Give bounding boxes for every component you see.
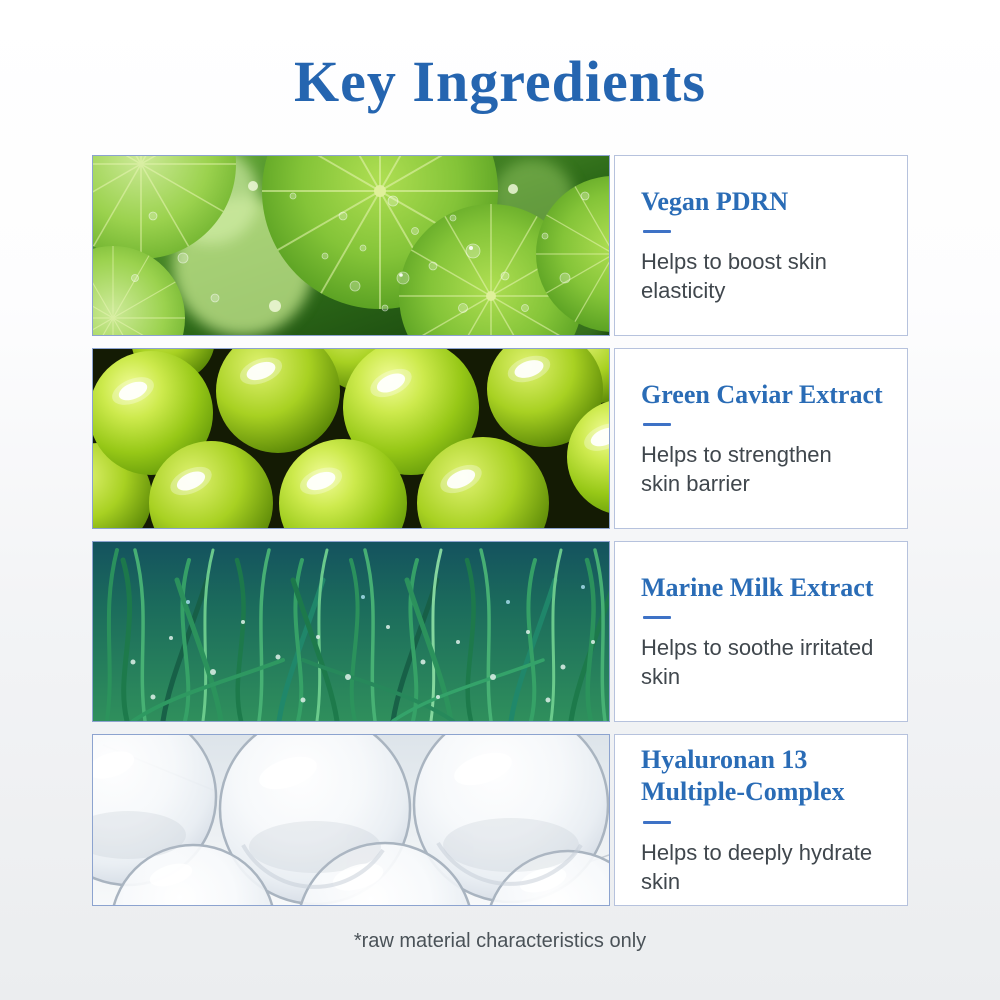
ingredient-rows bbox=[92, 155, 908, 906]
ingredient-heading bbox=[641, 379, 901, 411]
description-line: skin barrier bbox=[641, 471, 750, 497]
clear-hydrogel-spheres-photo bbox=[92, 734, 610, 906]
centella-asiatica-leaves-photo bbox=[92, 155, 610, 336]
ingredient-row-green-caviar bbox=[92, 348, 908, 529]
underwater-seagrass-photo bbox=[92, 541, 610, 722]
green-caviar-illustration bbox=[93, 349, 609, 528]
accent-dash bbox=[643, 616, 671, 619]
seagrass-illustration bbox=[93, 542, 609, 721]
ingredient-panel-green-caviar bbox=[614, 348, 908, 529]
ingredient-heading bbox=[641, 744, 901, 807]
description-line: Helps to soothe irritated skin bbox=[641, 635, 874, 690]
ingredient-description bbox=[641, 247, 901, 305]
centella-leaves-illustration bbox=[93, 156, 609, 335]
ingredient-panel-hyaluronan bbox=[614, 734, 908, 906]
accent-dash bbox=[643, 821, 671, 824]
page-title: Key Ingredients bbox=[294, 49, 706, 114]
ingredient-heading bbox=[641, 186, 901, 218]
heading-line: Vegan PDRN bbox=[641, 186, 789, 216]
clear-spheres-illustration bbox=[93, 735, 609, 905]
description-line: Helps to strengthen bbox=[641, 442, 832, 468]
green-caviar-spheres-photo bbox=[92, 348, 610, 529]
ingredient-row-marine-milk bbox=[92, 541, 908, 722]
ingredient-description bbox=[641, 440, 901, 498]
heading-line: Multiple-Complex bbox=[641, 776, 845, 806]
ingredient-description bbox=[641, 633, 901, 691]
ingredient-heading bbox=[641, 572, 901, 604]
ingredient-row-vegan-pdrn bbox=[92, 155, 908, 336]
accent-dash bbox=[643, 423, 671, 426]
heading-line: Hyaluronan 13 bbox=[641, 745, 808, 775]
heading-line: Green Caviar Extract bbox=[641, 379, 883, 409]
ingredient-panel-marine-milk bbox=[614, 541, 908, 722]
footnote: *raw material characteristics only bbox=[353, 930, 647, 952]
accent-dash bbox=[643, 230, 671, 233]
ingredient-panel-vegan-pdrn bbox=[614, 155, 908, 336]
heading-line: Marine Milk Extract bbox=[641, 572, 874, 602]
ingredient-description bbox=[641, 838, 901, 896]
ingredient-row-hyaluronan bbox=[92, 734, 908, 906]
description-line: Helps to deeply hydrate skin bbox=[641, 839, 873, 894]
description-line: Helps to boost skin elasticity bbox=[641, 249, 827, 304]
